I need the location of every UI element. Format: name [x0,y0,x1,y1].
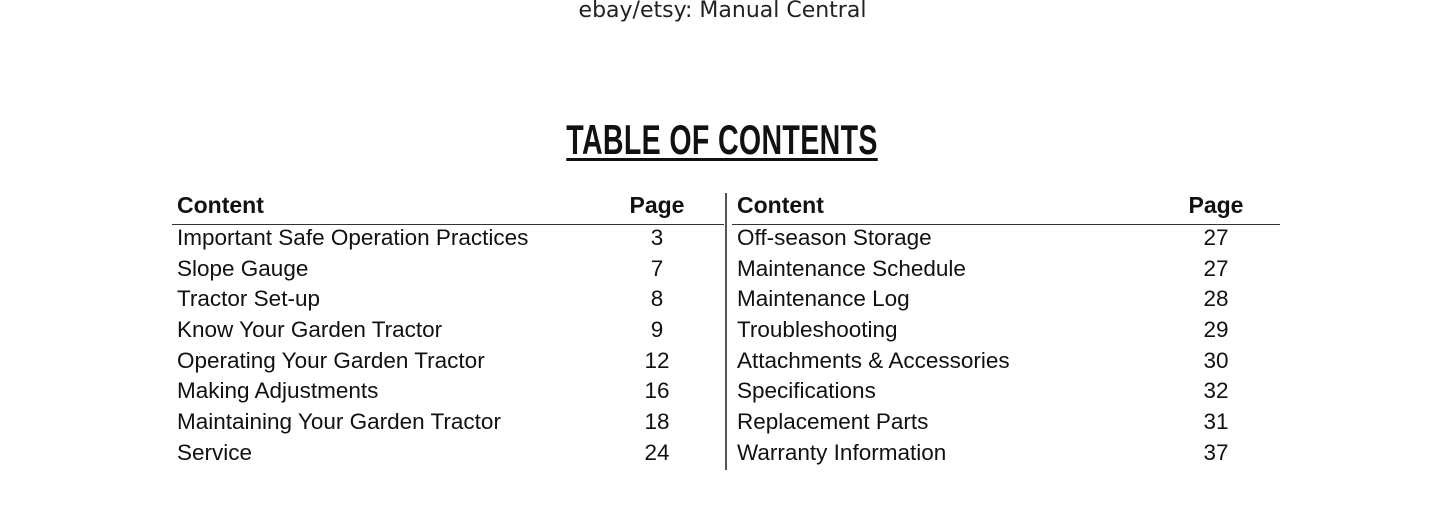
toc-entry [732,440,1280,471]
toc-entry-page: 7 [650,255,664,281]
toc-entry-page: 29 [1203,317,1229,343]
page-heading [0,116,1445,164]
toc-right-column [732,190,1280,471]
toc-entry-page: 3 [650,225,664,250]
toc-entry [172,286,724,317]
toc-entry-title: Maintaining Your Garden Tractor [177,409,501,435]
content-header: Content [737,192,824,218]
toc-entry [732,317,1280,348]
toc-entry-title: Off-season Storage [737,225,932,250]
toc-entry [732,378,1280,409]
content-header: Content [177,192,264,218]
toc-entry-page: 12 [644,347,670,373]
toc-header [172,190,724,225]
toc-entry-title: Making Adjustments [177,378,379,404]
heading-text: TABLE OF CONTENTS [566,116,879,163]
page-header: Page [629,192,685,218]
toc-entry-title: Slope Gauge [177,255,309,281]
toc-entry-title: Operating Your Garden Tractor [177,347,485,373]
toc-entry [172,409,724,440]
toc-entry-page: 28 [1203,286,1229,312]
toc-entry-title: Maintenance Log [737,286,910,312]
toc-entry-page: 27 [1203,225,1229,250]
toc-entry-page: 24 [644,439,670,465]
toc-entry [172,256,724,287]
toc-entry [172,440,724,471]
toc-entry-title: Attachments & Accessories [737,347,1010,373]
toc-entry-page: 32 [1203,378,1229,404]
toc-entry-title: Warranty Information [737,439,947,465]
toc-entry-page: 30 [1203,347,1229,373]
toc-entry [732,348,1280,379]
toc-left-column [172,190,724,471]
toc-entry [172,225,724,256]
toc-entry [732,256,1280,287]
toc-entry [172,378,724,409]
toc-entry [732,286,1280,317]
toc-entry-title: Maintenance Schedule [737,255,966,281]
source-label: ebay/etsy: Manual Central [578,0,867,23]
column-divider [725,193,727,470]
page-header: Page [1188,192,1244,218]
toc-entry-page: 9 [650,317,664,343]
toc-entry-title: Replacement Parts [737,409,929,435]
toc-entry [172,317,724,348]
toc-entry-title: Troubleshooting [737,317,898,343]
toc-entry-page: 18 [644,409,670,435]
toc-entry [172,348,724,379]
toc-entry-page: 31 [1203,409,1229,435]
toc-entry-page: 27 [1203,255,1229,281]
toc-entry-title: Tractor Set-up [177,286,320,312]
toc-entry [732,225,1280,256]
toc-entry [732,409,1280,440]
toc-entry-page: 8 [650,286,664,312]
toc-header [732,190,1280,225]
toc-entry-title: Specifications [737,378,876,404]
toc-entry-title: Important Safe Operation Practices [177,225,529,250]
toc-entry-page: 16 [644,378,670,404]
toc-entry-page: 37 [1203,439,1229,465]
toc-entry-title: Service [177,439,253,465]
toc-entry-title: Know Your Garden Tractor [177,317,443,343]
